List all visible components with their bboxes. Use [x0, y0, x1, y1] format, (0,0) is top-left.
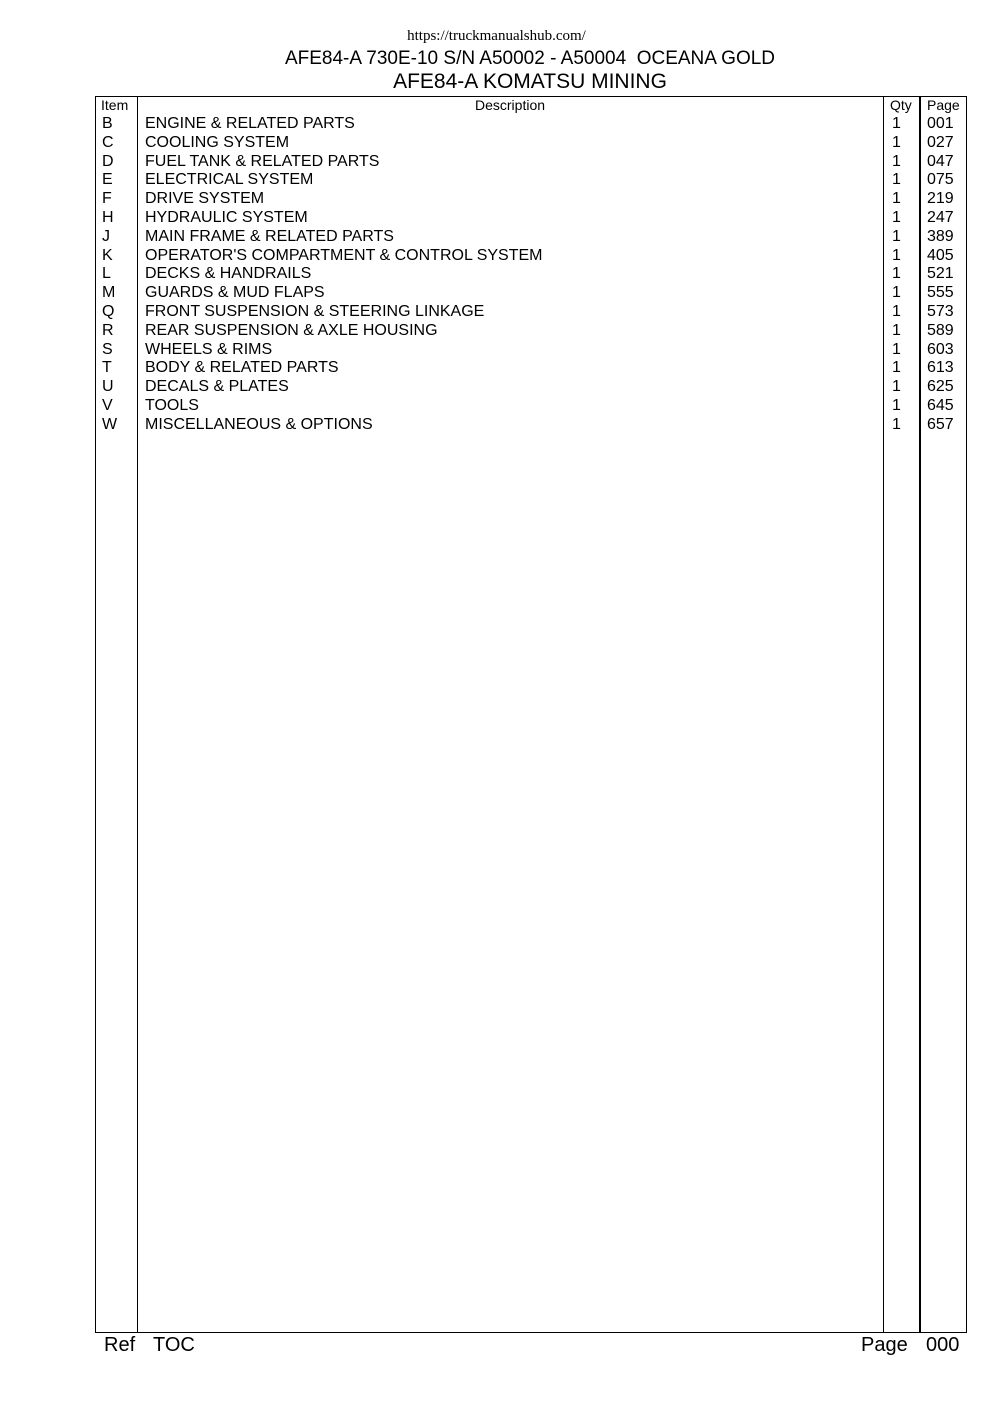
cell-item: F	[102, 190, 112, 208]
cell-description: DECALS & PLATES	[145, 378, 289, 396]
document-title: AFE84-A 730E-10 S/N A50002 - A50004 OCEANA GOLD	[284, 48, 776, 69]
cell-qty: 1	[892, 115, 901, 132]
cell-description: COOLING SYSTEM	[145, 133, 290, 151]
cell-page: 405	[927, 246, 954, 264]
table-row	[96, 153, 966, 172]
cell-qty: 1	[892, 396, 901, 414]
cell-qty: 1	[892, 208, 901, 226]
footer-ref-value: TOC	[153, 1334, 195, 1356]
cell-item: H	[102, 208, 114, 226]
cell-description: FRONT SUSPENSION & STEERING LINKAGE	[145, 302, 485, 320]
table-row	[96, 265, 966, 284]
cell-description: GUARDS & MUD FLAPS	[145, 284, 325, 302]
cell-item: R	[102, 321, 114, 339]
cell-item: Q	[102, 302, 115, 320]
table-row	[96, 397, 966, 416]
cell-page: 389	[927, 227, 954, 245]
cell-item: K	[102, 246, 113, 264]
cell-description: DRIVE SYSTEM	[145, 190, 265, 208]
table-row	[96, 228, 966, 247]
cell-description: TOOLS	[145, 396, 199, 414]
cell-qty: 1	[892, 171, 901, 189]
cell-description: DECKS & HANDRAILS	[145, 265, 312, 283]
cell-page: 001	[927, 115, 954, 132]
column-header-page: Page	[927, 97, 960, 113]
source-url: https://truckmanualshub.com/	[407, 28, 586, 44]
toc-table	[95, 96, 967, 1333]
cell-page: 613	[927, 359, 954, 377]
cell-page: 047	[927, 152, 954, 170]
cell-page: 657	[927, 415, 954, 433]
cell-qty: 1	[892, 415, 901, 433]
cell-qty: 1	[892, 227, 901, 245]
cell-page: 219	[927, 190, 954, 208]
table-row	[96, 134, 966, 153]
table-row	[96, 378, 966, 397]
cell-description: MISCELLANEOUS & OPTIONS	[145, 415, 373, 433]
column-header-qty: Qty	[890, 97, 912, 113]
cell-item: C	[102, 133, 114, 151]
cell-item: E	[102, 171, 113, 189]
cell-qty: 1	[892, 152, 901, 170]
cell-page: 075	[927, 171, 954, 189]
table-row	[96, 341, 966, 360]
table-row	[96, 416, 966, 435]
cell-description: BODY & RELATED PARTS	[145, 359, 339, 377]
cell-item: M	[102, 284, 116, 302]
cell-item: L	[102, 265, 111, 283]
cell-qty: 1	[892, 359, 901, 377]
cell-description: HYDRAULIC SYSTEM	[145, 208, 308, 226]
cell-item: U	[102, 378, 114, 396]
table-row	[96, 115, 966, 134]
cell-qty: 1	[892, 246, 901, 264]
cell-page: 645	[927, 396, 954, 414]
table-row	[96, 171, 966, 190]
cell-item: S	[102, 340, 113, 358]
cell-item: T	[102, 359, 112, 377]
table-row	[96, 209, 966, 228]
footer-page-number: 000	[926, 1334, 960, 1356]
cell-description: ELECTRICAL SYSTEM	[145, 171, 314, 189]
cell-page: 603	[927, 340, 954, 358]
table-row	[96, 359, 966, 378]
cell-item: V	[102, 396, 113, 414]
cell-description: OPERATOR'S COMPARTMENT & CONTROL SYSTEM	[145, 246, 543, 264]
cell-qty: 1	[892, 302, 901, 320]
cell-qty: 1	[892, 321, 901, 339]
cell-qty: 1	[892, 133, 901, 151]
table-row	[96, 322, 966, 341]
cell-qty: 1	[892, 265, 901, 283]
cell-page: 027	[927, 133, 954, 151]
cell-description: FUEL TANK & RELATED PARTS	[145, 152, 380, 170]
cell-item: D	[102, 152, 114, 170]
table-row	[96, 303, 966, 322]
cell-page: 521	[927, 265, 954, 283]
cell-page: 555	[927, 284, 954, 302]
cell-item: W	[102, 415, 118, 433]
document-subtitle: AFE84-A KOMATSU MINING	[393, 70, 667, 93]
cell-description: WHEELS & RIMS	[145, 340, 273, 358]
cell-page: 247	[927, 208, 954, 226]
cell-description: MAIN FRAME & RELATED PARTS	[145, 227, 394, 245]
cell-qty: 1	[892, 378, 901, 396]
cell-page: 625	[927, 378, 954, 396]
cell-item: B	[102, 115, 113, 132]
cell-page: 573	[927, 302, 954, 320]
column-header-item: Item	[101, 97, 129, 113]
footer-ref-label: Ref	[104, 1334, 136, 1356]
table-body	[96, 115, 966, 435]
cell-item: J	[102, 227, 110, 245]
cell-description: REAR SUSPENSION & AXLE HOUSING	[145, 321, 438, 339]
cell-qty: 1	[892, 340, 901, 358]
table-row	[96, 247, 966, 266]
table-row	[96, 190, 966, 209]
column-header-description: Description	[474, 97, 546, 113]
cell-qty: 1	[892, 284, 901, 302]
table-row	[96, 284, 966, 303]
cell-page: 589	[927, 321, 954, 339]
footer-page-label: Page	[861, 1334, 908, 1356]
cell-description: ENGINE & RELATED PARTS	[145, 115, 355, 132]
cell-qty: 1	[892, 190, 901, 208]
